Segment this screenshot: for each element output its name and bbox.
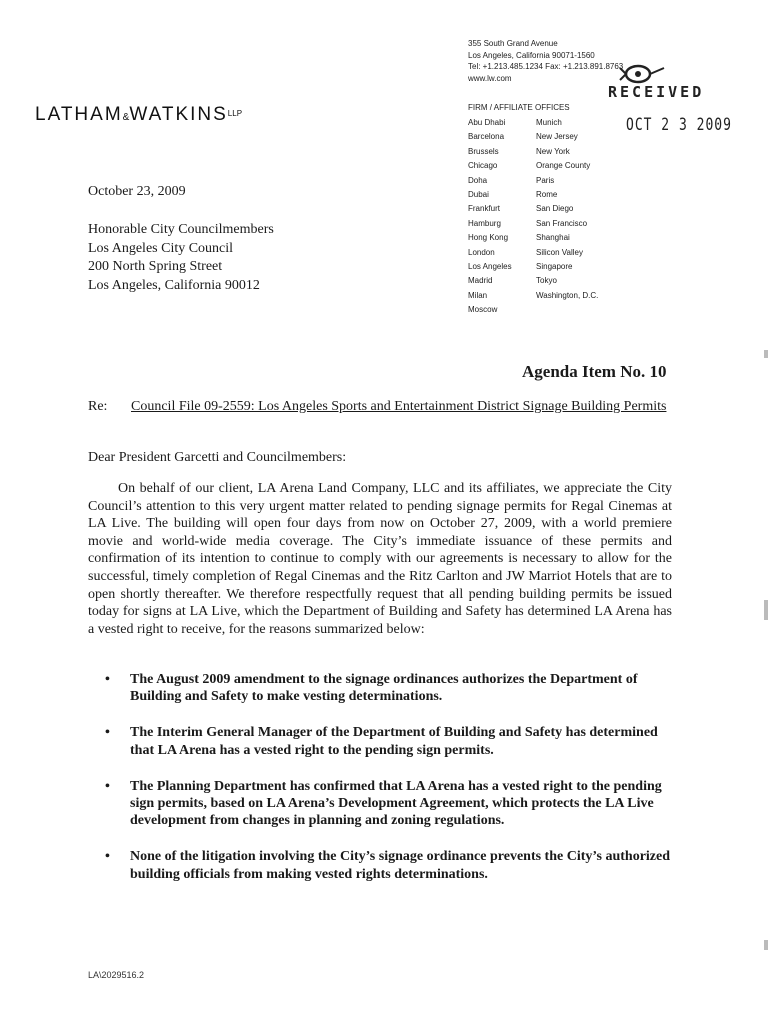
address-line: Los Angeles, California 90071-1560 <box>468 50 595 60</box>
office-item: Shanghai <box>536 233 570 243</box>
office-item: Abu Dhabi <box>468 118 506 127</box>
body-paragraph: On behalf of our client, LA Arena Land Company, LLC and its affiliates, we appreciate the City Council’s attention to this very urgent matter related to pending signage permits for Regal Cinemas at LA Live. The building will open four days from now on October 27, 2009, with a world premiere movie and world-wide media coverage. The City’s immediate issuance of these permits and confirmation of its intention to continue to comply with our agreements is necessary to allow for the successful, timely completion of Regal Cinemas and the Ritz Carlton and JW Marriot Hotels that are to open shortly thereafter. We therefore respectfully request that all pending building permits be issued today for signs at LA Live, which the Department of Building and Safety has determined LA Arena has a vested right to receive, for the reasons summarized below: <box>88 481 672 637</box>
bullet-text: The Interim General Manager of the Department of Building and Safety has determined that LA Arena has a vested right to the pending sign permits. <box>130 725 658 758</box>
address-line: Tel: +1.213.485.1234 Fax: +1.213.891.8763 <box>468 62 624 71</box>
recipient-line: 200 North Spring Street <box>88 259 223 274</box>
office-item: San Diego <box>536 204 574 214</box>
office-item: Silicon Valley <box>536 247 583 257</box>
recipient-address <box>88 221 274 295</box>
bullet-text: None of the litigation involving the City’s signage ordinance prevents the City’s authorized building officials from making vested rights determinations. <box>130 849 671 882</box>
offices-heading: FIRM / AFFILIATE OFFICES <box>468 103 570 112</box>
office-item: Orange County <box>536 161 591 171</box>
office-item: New York <box>536 146 570 156</box>
office-item: Tokyo <box>536 276 557 286</box>
bullet-item <box>88 848 678 882</box>
offices-list <box>468 116 648 326</box>
received-stamp: RECEIVED <box>608 83 705 101</box>
logo-amp: & <box>122 112 130 123</box>
bullet-icon: • <box>105 725 110 741</box>
scan-edge-mark <box>764 350 768 358</box>
salutation: Dear President Garcetti and Councilmembers: <box>88 450 347 465</box>
office-item: Milan <box>468 290 488 300</box>
bullet-icon: • <box>105 778 110 794</box>
bullet-icon: • <box>105 849 110 865</box>
office-item: Hong Kong <box>468 233 509 243</box>
re-label: Re: <box>88 399 108 414</box>
offices-column-2 <box>536 116 636 303</box>
office-item: Singapore <box>536 262 573 272</box>
bullet-item <box>88 778 678 830</box>
office-item: San Francisco <box>536 218 588 228</box>
office-item: Brussels <box>468 146 499 156</box>
office-item: Munich <box>536 118 562 127</box>
bullet-item <box>88 671 678 705</box>
address-line: 355 South Grand Avenue <box>468 39 558 48</box>
address-line: www.lw.com <box>468 73 512 83</box>
office-item: Paris <box>536 175 555 185</box>
office-item: Barcelona <box>468 132 505 142</box>
office-item: Frankfurt <box>468 204 501 214</box>
letter-date: October 23, 2009 <box>88 184 186 199</box>
office-item: London <box>468 247 495 257</box>
office-item: Hamburg <box>468 218 501 228</box>
scan-edge-mark <box>764 940 768 950</box>
logo-main-1: LATHAM <box>35 104 123 125</box>
office-item: Washington, D.C. <box>536 290 599 300</box>
document-id-footer: LA\2029516.2 <box>88 970 145 980</box>
office-item: Madrid <box>468 276 493 286</box>
logo-llp: LLP <box>227 109 243 118</box>
offices-column-1 <box>468 116 538 318</box>
office-item: Dubai <box>468 190 489 200</box>
office-item: Los Angeles <box>468 262 512 272</box>
bullet-icon: • <box>105 672 110 687</box>
office-item: Doha <box>468 175 488 185</box>
bullet-list <box>88 671 678 902</box>
firm-address <box>468 38 623 84</box>
recipient-line: Los Angeles, California 90012 <box>88 277 260 293</box>
office-item: Chicago <box>468 161 498 171</box>
agenda-item: Agenda Item No. 10 <box>522 362 667 381</box>
bullet-text: The August 2009 amendment to the signage ordinances authorizes the Department of Building and Safety to make vesting determinations. <box>130 672 638 705</box>
office-item: New Jersey <box>536 132 578 142</box>
office-item: Rome <box>536 190 558 200</box>
logo-main-2: WATKINS <box>129 104 228 125</box>
bullet-item <box>88 724 678 758</box>
re-subject: Council File 09-2559: Los Angeles Sports and Entertainment District Signage Building Permits <box>131 399 667 414</box>
bullet-text: The Planning Department has confirmed that LA Arena has a vested right to the pending sign permits, based on LA Arena’s Development Agreement, which protects the LA Live development from changes in planning and zoning regulations. <box>130 778 662 829</box>
firm-logo <box>35 104 242 126</box>
recipient-line: Los Angeles City Council <box>88 240 234 256</box>
office-item: Moscow <box>468 305 498 315</box>
recipient-line: Honorable City Councilmembers <box>88 222 274 237</box>
scan-edge-mark <box>764 600 768 620</box>
received-stamp-date: OCT 2 3 2009 <box>626 115 732 136</box>
